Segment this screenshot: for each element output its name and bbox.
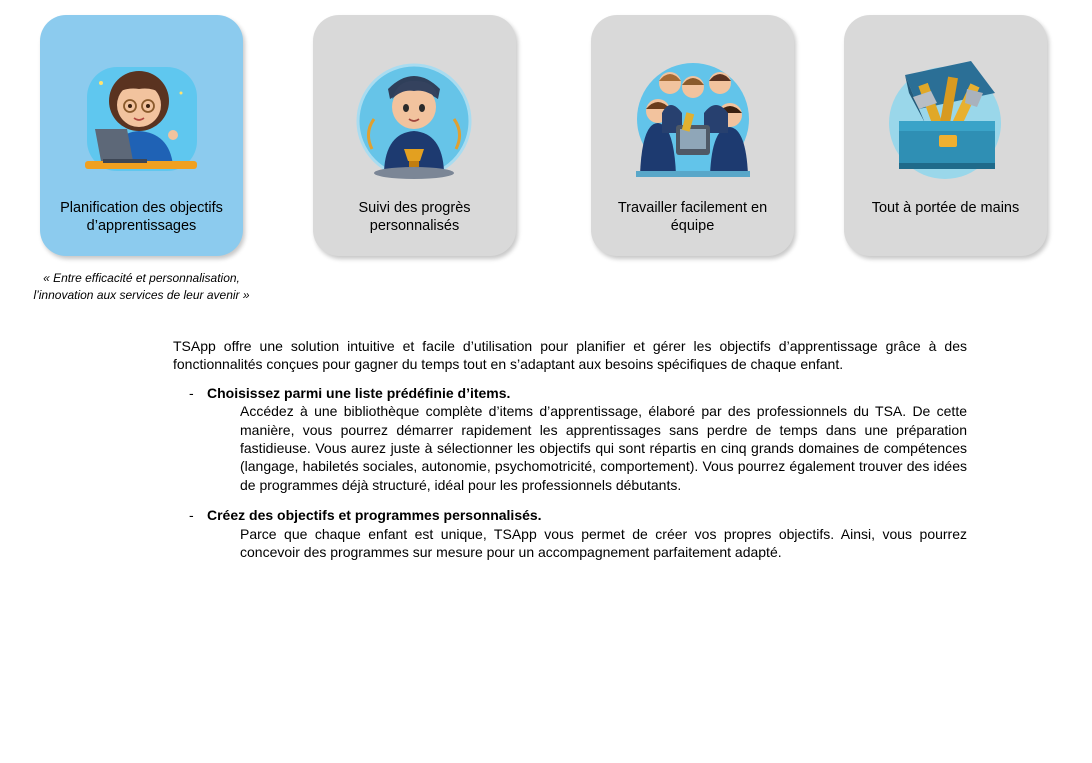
tagline-quote xyxy=(0,270,283,304)
card-label: Suivi des progrès personnalisés xyxy=(358,200,471,234)
card-label: Planification des objectifs d’apprentissages xyxy=(60,200,223,234)
description-section xyxy=(173,337,967,573)
child-with-trophy-illustration xyxy=(354,53,476,183)
bullet-dash: - xyxy=(189,507,194,524)
child-at-laptop-illustration xyxy=(81,53,203,183)
intro-paragraph: TSApp offre une solution intuitive et facile d’utilisation pour planifier et gérer les objectifs d’apprentissage grâce à des fonctionnalités conçues pour gagner du temps tout en s’adaptant aux besoins spécifiques de chaque enfant. xyxy=(173,338,967,373)
bullet-dash: - xyxy=(189,384,194,401)
feature-card-equipe[interactable] xyxy=(591,15,794,256)
feature-title: Créez des objectifs et programmes personnalisés. xyxy=(207,507,542,524)
card-label: Travailler facilement en équipe xyxy=(617,200,768,234)
feature-title: Choisissez parmi une liste prédéfinie d’items. xyxy=(207,384,511,401)
quote-line-2: l’innovation aux services de leur avenir » xyxy=(33,288,250,302)
feature-description: Accédez à une bibliothèque complète d’items d’apprentissage, élaboré par des professionnels du TSA. De cette manière, vous pourrez démarrer rapidement les apprentissages sans perdre de temps dans une préparation fastidieuse. Vous aurez juste à sélectionner les objectifs qui sont répartis en cinq grands domaines de compétences (langage, habiletés sociales, autonomie, psychomotricité, comportement). Vous pourrez également trouver des idées de programmes déjà structuré, idéal pour les professionnels débutants. xyxy=(240,403,967,493)
feature-item xyxy=(173,506,967,561)
feature-description: Parce que chaque enfant est unique, TSApp vous permet de créer vos propres objectifs. Ainsi, vous pourrez concevoir des programmes sur mesure pour un accompagnement parfaitement adapté. xyxy=(240,525,967,561)
feature-card-suivi[interactable] xyxy=(313,15,516,256)
quote-line-1: « Entre efficacité et personnalisation, xyxy=(43,271,240,285)
feature-item xyxy=(173,384,967,494)
card-label: Tout à portée de mains xyxy=(871,200,1020,216)
feature-card-tout-a-portee[interactable] xyxy=(844,15,1047,256)
toolbox-illustration xyxy=(885,53,1007,183)
feature-card-planification[interactable] xyxy=(40,15,243,256)
children-teamwork-illustration xyxy=(632,53,754,183)
